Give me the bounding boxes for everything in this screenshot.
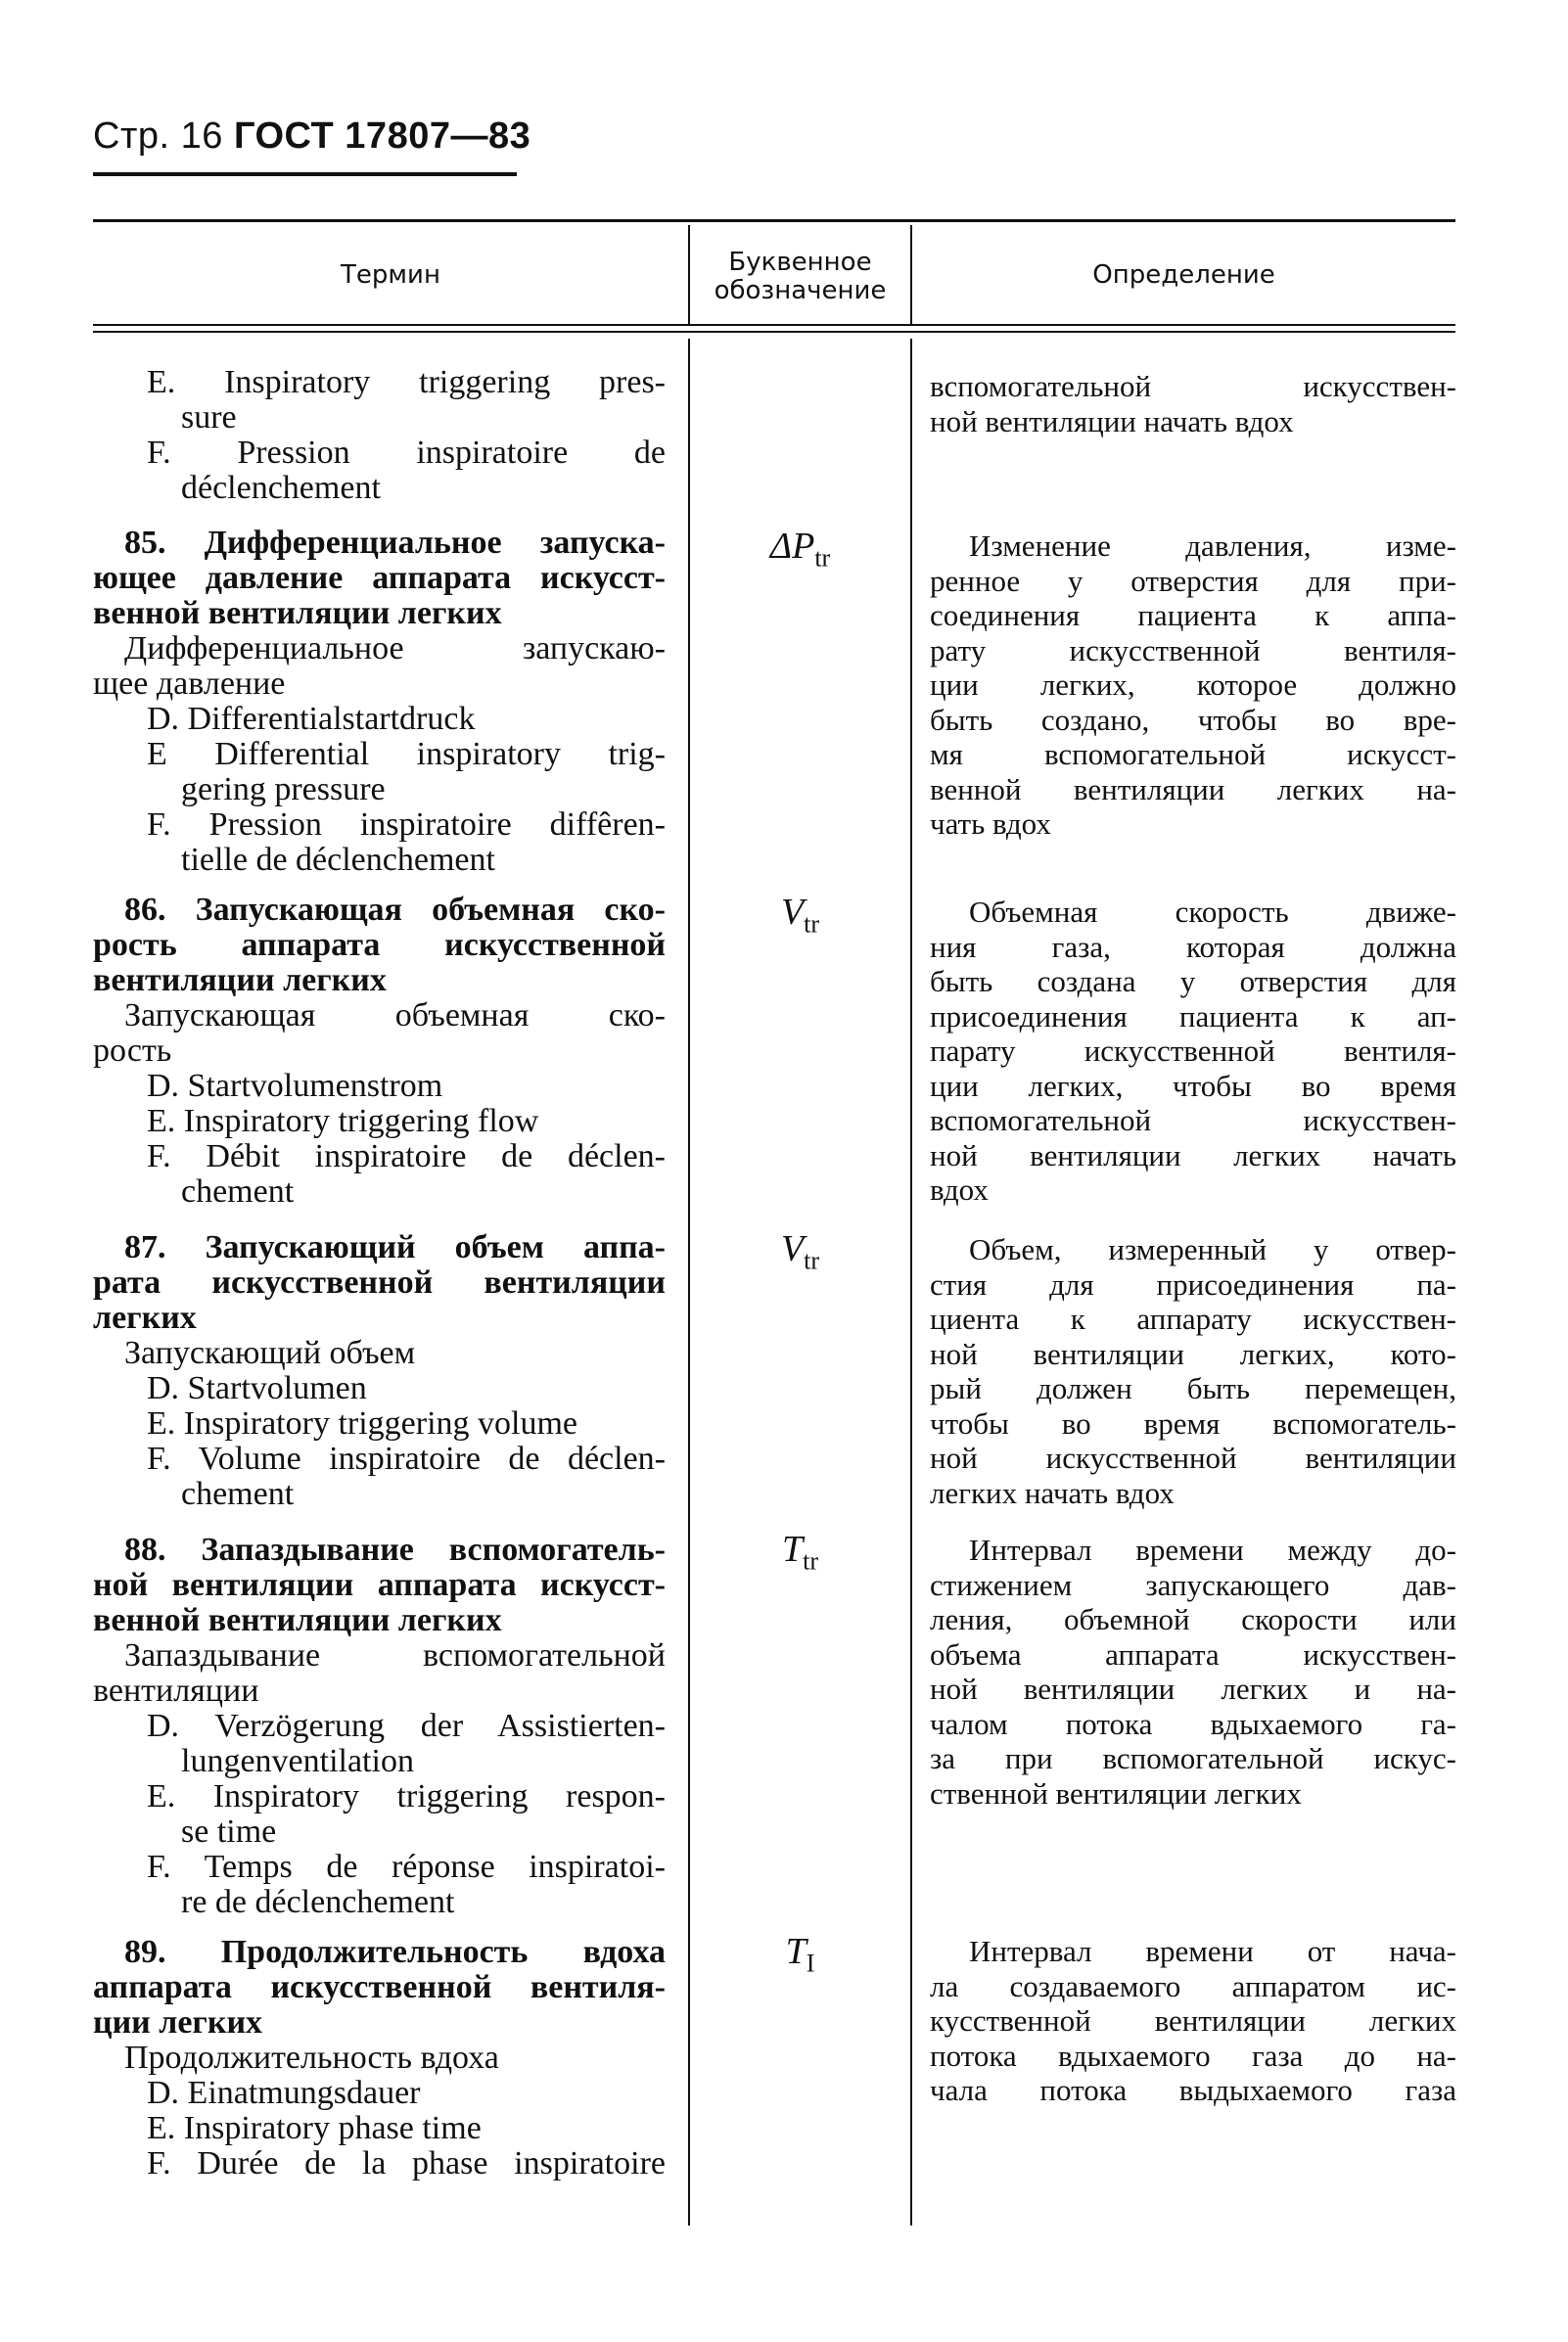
running-head: [93, 115, 530, 158]
definition-cell-85: Изменение давления, изме- ренное у отверстия для при- соединения пациента к аппа- рату искусственной вентиля- ции легких, которое должно быть создано, чтобы во вре- мя вспомогательной искусст- венной вентиляции легких на- чать вдох: [930, 528, 1456, 841]
header-symbol: Буквенное обозначение: [714, 248, 887, 305]
term-cell-85: 85. Дифференциальное запуска- ющее давление аппарата искусст- венной вентиляции легких Дифференциальное запускаю- щее давление D. Differentialstartdruck E Differential inspiratory trig- gering pressure F. Pression inspiratoire diffêren- tielle de déclenchement: [93, 525, 666, 878]
symbol-87: $V_{tr}$: [780, 1228, 820, 1275]
definition-cell-86: Объемная скорость движе- ния газа, которая должна быть создана у отверстия для присоединения пациента к ап- парату искусственной вентиля- ции легких, чтобы во время вспомогательной искусствен- ной вентиляции легких начать вдох: [930, 895, 1456, 1207]
definition-cell-continued: вспомогательной искусствен- ной вентиляции начать вдох: [930, 369, 1456, 438]
symbol-89: $T_I$: [785, 1931, 815, 1978]
definition-cell-89: Интервал времени от нача- ла создаваемого аппаратом ис- кусственной вентиляции легких потока вдыхаемого газа до на- чала потока выдыхаемого газа: [930, 1934, 1456, 2107]
page-number: Стр. 16: [93, 115, 223, 157]
term-cell-88: 88. Запаздывание вспомогатель- ной вентиляции аппарата искусст- венной вентиляции легких Запаздывание вспомогательной вентиляции D. Verzögerung der Assistierten- lungenventilation E. Inspiratory triggering respon- se time F. Temps de réponse inspiratoi- re de déclenchement: [93, 1532, 666, 1920]
term-cell-continued: E. Inspiratory triggering pres- sure F. Pression inspiratoire de déclenchement: [147, 364, 666, 506]
definition-cell-87: Объем, измеренный у отвер- стия для присоединения па- циента к аппарату искусствен- ной вентиляции легких, кото- рый должен быть перемещен, чтобы во время вспомогатель- ной искусственной вентиляции легких начать вдох: [930, 1232, 1456, 1510]
definition-cell-88: Интервал времени между до- стижением запускающего дав- ления, объемной скорости или объема аппарата искусствен- ной вентиляции легких и на- чалом потока вдыхаемого га- за при вспомогательной искус- ственной вентиляции легких: [930, 1533, 1456, 1811]
header-term: Термин: [341, 260, 440, 290]
standard-number: ГОСТ 17807—83: [233, 115, 531, 157]
header-definition: Определение: [1092, 260, 1275, 290]
running-head-rule: [93, 172, 517, 176]
table-top-rule: [93, 219, 1455, 222]
symbol-85: $\Delta P_{tr}$: [769, 526, 831, 573]
symbol-88: $T_{tr}$: [781, 1529, 819, 1576]
term-cell-89: 89. Продолжительность вдоха аппарата искусственной вентиля- ции легких Продолжительность вдоха D. Einatmungsdauer E. Inspiratory phase time F. Durée de la phase inspiratoire: [93, 1934, 666, 2181]
column-divider: [910, 339, 912, 2226]
header-rule: [93, 324, 1455, 326]
term-cell-86: 86. Запускающая объемная ско- рость аппарата искусственной вентиляции легких Запускающая объемная ско- рость D. Startvolumenstrom E. Inspiratory triggering flow F. Débit inspiratoire de déclen- chement: [93, 892, 666, 1210]
term-cell-87: 87. Запускающий объем аппа- рата искусственной вентиляции легких Запускающий объем D. Startvolumen E. Inspiratory triggering volume F. Volume inspiratoire de déclen- chement: [93, 1229, 666, 1512]
symbol-86: $V_{tr}$: [780, 892, 820, 939]
header-rule: [93, 331, 1455, 333]
